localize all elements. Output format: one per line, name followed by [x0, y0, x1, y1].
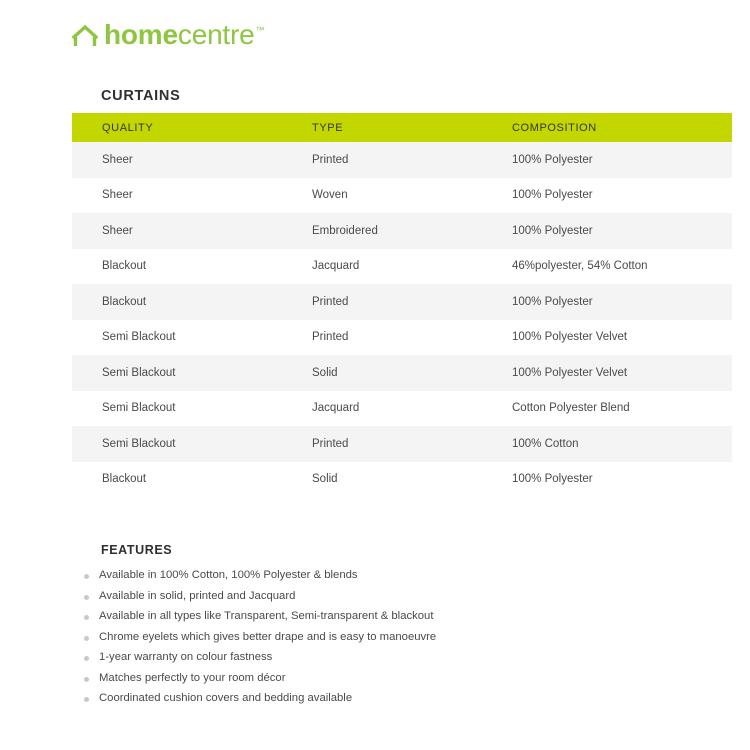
feature-text: Available in 100% Cotton, 100% Polyester & blends	[99, 569, 358, 581]
feature-text: Coordinated cushion covers and bedding available	[99, 692, 353, 705]
list-item	[101, 651, 661, 665]
column-header-composition: COMPOSITION	[498, 113, 732, 142]
trademark-symbol: ™	[255, 25, 265, 35]
table-body	[72, 142, 732, 497]
bullet-icon	[84, 615, 89, 620]
table-row	[72, 355, 732, 391]
list-item	[101, 569, 661, 583]
feature-text: Available in solid, printed and Jacquard	[99, 589, 296, 602]
cell-type: Printed	[312, 295, 349, 308]
cell-type: Jacquard	[312, 260, 360, 273]
features-section	[101, 543, 661, 713]
cell-quality: Sheer	[102, 224, 133, 237]
cell-quality: Sheer	[102, 189, 133, 202]
list-item	[101, 692, 661, 706]
table-header	[72, 113, 732, 142]
cell-type: Jacquard	[312, 402, 360, 415]
feature-text: Available in all types like Transparent, Semi-transparent & blackout	[99, 610, 434, 623]
cell-type: Solid	[312, 473, 338, 486]
bullet-icon	[84, 574, 89, 579]
cell-composition: 46%polyester, 54% Cotton	[512, 260, 648, 273]
table-row	[72, 320, 732, 356]
bullet-icon	[84, 656, 89, 661]
page-title: CURTAINS	[101, 88, 181, 104]
cell-composition: Cotton Polyester Blend	[512, 402, 630, 415]
cell-type: Solid	[312, 366, 338, 379]
table-row	[72, 249, 732, 285]
cell-quality: Blackout	[102, 295, 147, 308]
cell-type: Printed	[312, 153, 349, 166]
cell-type: Woven	[312, 189, 348, 202]
feature-text: Chrome eyelets which gives better drape and is easy to manoeuvre	[99, 630, 437, 643]
table-header-row	[72, 113, 732, 142]
cell-composition: 100% Polyester Velvet	[512, 331, 628, 344]
feature-text: Matches perfectly to your room décor	[99, 671, 286, 684]
column-header-type: TYPE	[302, 113, 498, 142]
brand-wordmark	[104, 21, 263, 49]
cell-composition: 100% Polyester	[512, 295, 593, 308]
feature-text: 1-year warranty on colour fastness	[99, 651, 273, 664]
list-item	[101, 610, 661, 624]
bullet-icon	[84, 636, 89, 641]
table-row	[72, 462, 732, 498]
cell-quality: Blackout	[102, 473, 147, 486]
table-row	[72, 391, 732, 427]
cell-composition: 100% Polyester	[512, 224, 593, 237]
cell-composition: 100% Polyester	[512, 189, 593, 202]
table-row	[72, 178, 732, 214]
bullet-icon	[84, 595, 89, 600]
cell-type: Printed	[312, 437, 349, 450]
brand-logo	[72, 18, 263, 49]
list-item	[101, 590, 661, 604]
features-title: FEATURES	[101, 543, 173, 557]
cell-quality: Semi Blackout	[102, 366, 176, 379]
cell-quality: Sheer	[102, 153, 133, 166]
brand-centre-text: centre	[177, 19, 255, 50]
cell-quality: Blackout	[102, 260, 147, 273]
list-item	[101, 672, 661, 686]
column-header-quality: QUALITY	[72, 113, 302, 142]
cell-composition: 100% Polyester Velvet	[512, 366, 628, 379]
cell-quality: Semi Blackout	[102, 402, 176, 415]
cell-type: Printed	[312, 331, 349, 344]
list-item	[101, 631, 661, 645]
cell-composition: 100% Cotton	[512, 437, 579, 450]
bullet-icon	[84, 697, 89, 702]
cell-composition: 100% Polyester	[512, 473, 593, 486]
table-row	[72, 426, 732, 462]
table-row	[72, 213, 732, 249]
table-row	[72, 284, 732, 320]
table-row	[72, 142, 732, 178]
cell-type: Embroidered	[312, 224, 378, 237]
house-outline-icon	[72, 22, 98, 48]
curtains-table	[72, 113, 732, 497]
cell-composition: 100% Polyester	[512, 153, 593, 166]
cell-quality: Semi Blackout	[102, 331, 176, 344]
cell-quality: Semi Blackout	[102, 437, 176, 450]
brand-home-text: home	[104, 19, 178, 50]
bullet-icon	[84, 677, 89, 682]
